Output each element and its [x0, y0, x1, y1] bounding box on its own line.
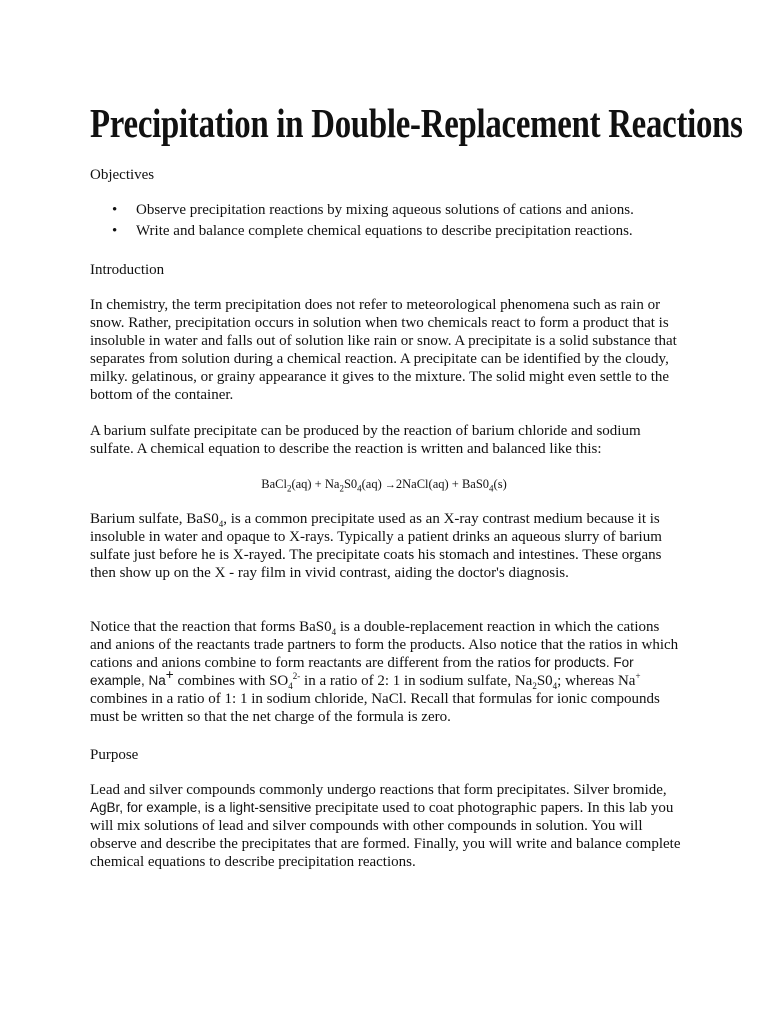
intro-paragraph-3: Barium sulfate, $BaS0_4$, is a common precipitate used as an X-ray contrast medium because it is insoluble in water and opaque to X-rays. Typically a patient drinks an aqueous slurry of barium sulfate just before he is X-rayed. The precipitate coats his stomach and intestines. These organs then show up on the X - ray film in vivid contrast, aiding the doctor's diagnosis. — [90, 511, 662, 581]
purpose-heading: Purpose — [90, 747, 139, 763]
list-item: • Observe precipitation reactions by mixing aqueous solutions of cations and anions. — [112, 202, 634, 218]
intro-paragraph-1: In chemistry, the term precipitation does not refer to meteorological phenomena such as rain or snow. Rather, precipitation occurs in solution when two chemicals react to form a product that is insoluble in water and falls out of solution like rain or snow. A precipitate is a solid substance that separates from solution during a chemical reaction. A precipitate can be identified by the cloudy, milky. gelatinous, or grainy appearance it gives to the mixture. The solid might even settle to the bottom of the container. — [90, 297, 677, 403]
intro-paragraph-4: Notice that the reaction that forms $BaS0_4$ is a double-replacement reaction in which the cations and anions of the reactants trade partners to form the products. Also notice that the ratios in which cations and anions combine to form reactants are different from the ratios for products. For example, Na+ combines with $SO_4^{2-}$ in a ratio of 2: 1 in sodium sulfate, $Na_2S0_4$; whereas Na+ combines in a ratio of 1: 1 in sodium chloride, NaCl. Recall that formulas for ionic compounds must be written so that the net charge of the formula is zero. — [90, 619, 679, 725]
chemical-equation: BaCl$_2$(aq) + $Na_2S0_4(aq)$ →2NaCl(aq) + $BaS0_4(s)$ — [261, 477, 507, 494]
objectives-list — [90, 201, 682, 243]
bullet-icon: • — [112, 223, 118, 239]
bullet-icon: • — [112, 202, 118, 218]
objectives-heading: Objectives — [90, 167, 155, 183]
intro-paragraph-2: A barium sulfate precipitate can be produced by the reaction of barium chloride and sodium sulfate. A chemical equation to describe the reaction is written and balanced like this: — [90, 423, 641, 457]
reaction-arrow-icon: → — [384, 479, 396, 491]
purpose-paragraph: Lead and silver compounds commonly undergo reactions that form precipitates. Silver bromide, AgBr, for example, is a light-sensitive precipitate used to coat photographic papers. In this lab you will mix solutions of lead and silver compounds with other compounds in solution. You will observe and describe the precipitates that are formed. Finally, you will write and balance complete chemical equations to describe precipitation reactions. — [90, 782, 681, 870]
list-item: • Write and balance complete chemical equations to describe precipitation reactions. — [112, 223, 633, 239]
document-title: Precipitation in Double-Replacement Reactions — [90, 100, 743, 146]
introduction-heading: Introduction — [90, 262, 165, 278]
